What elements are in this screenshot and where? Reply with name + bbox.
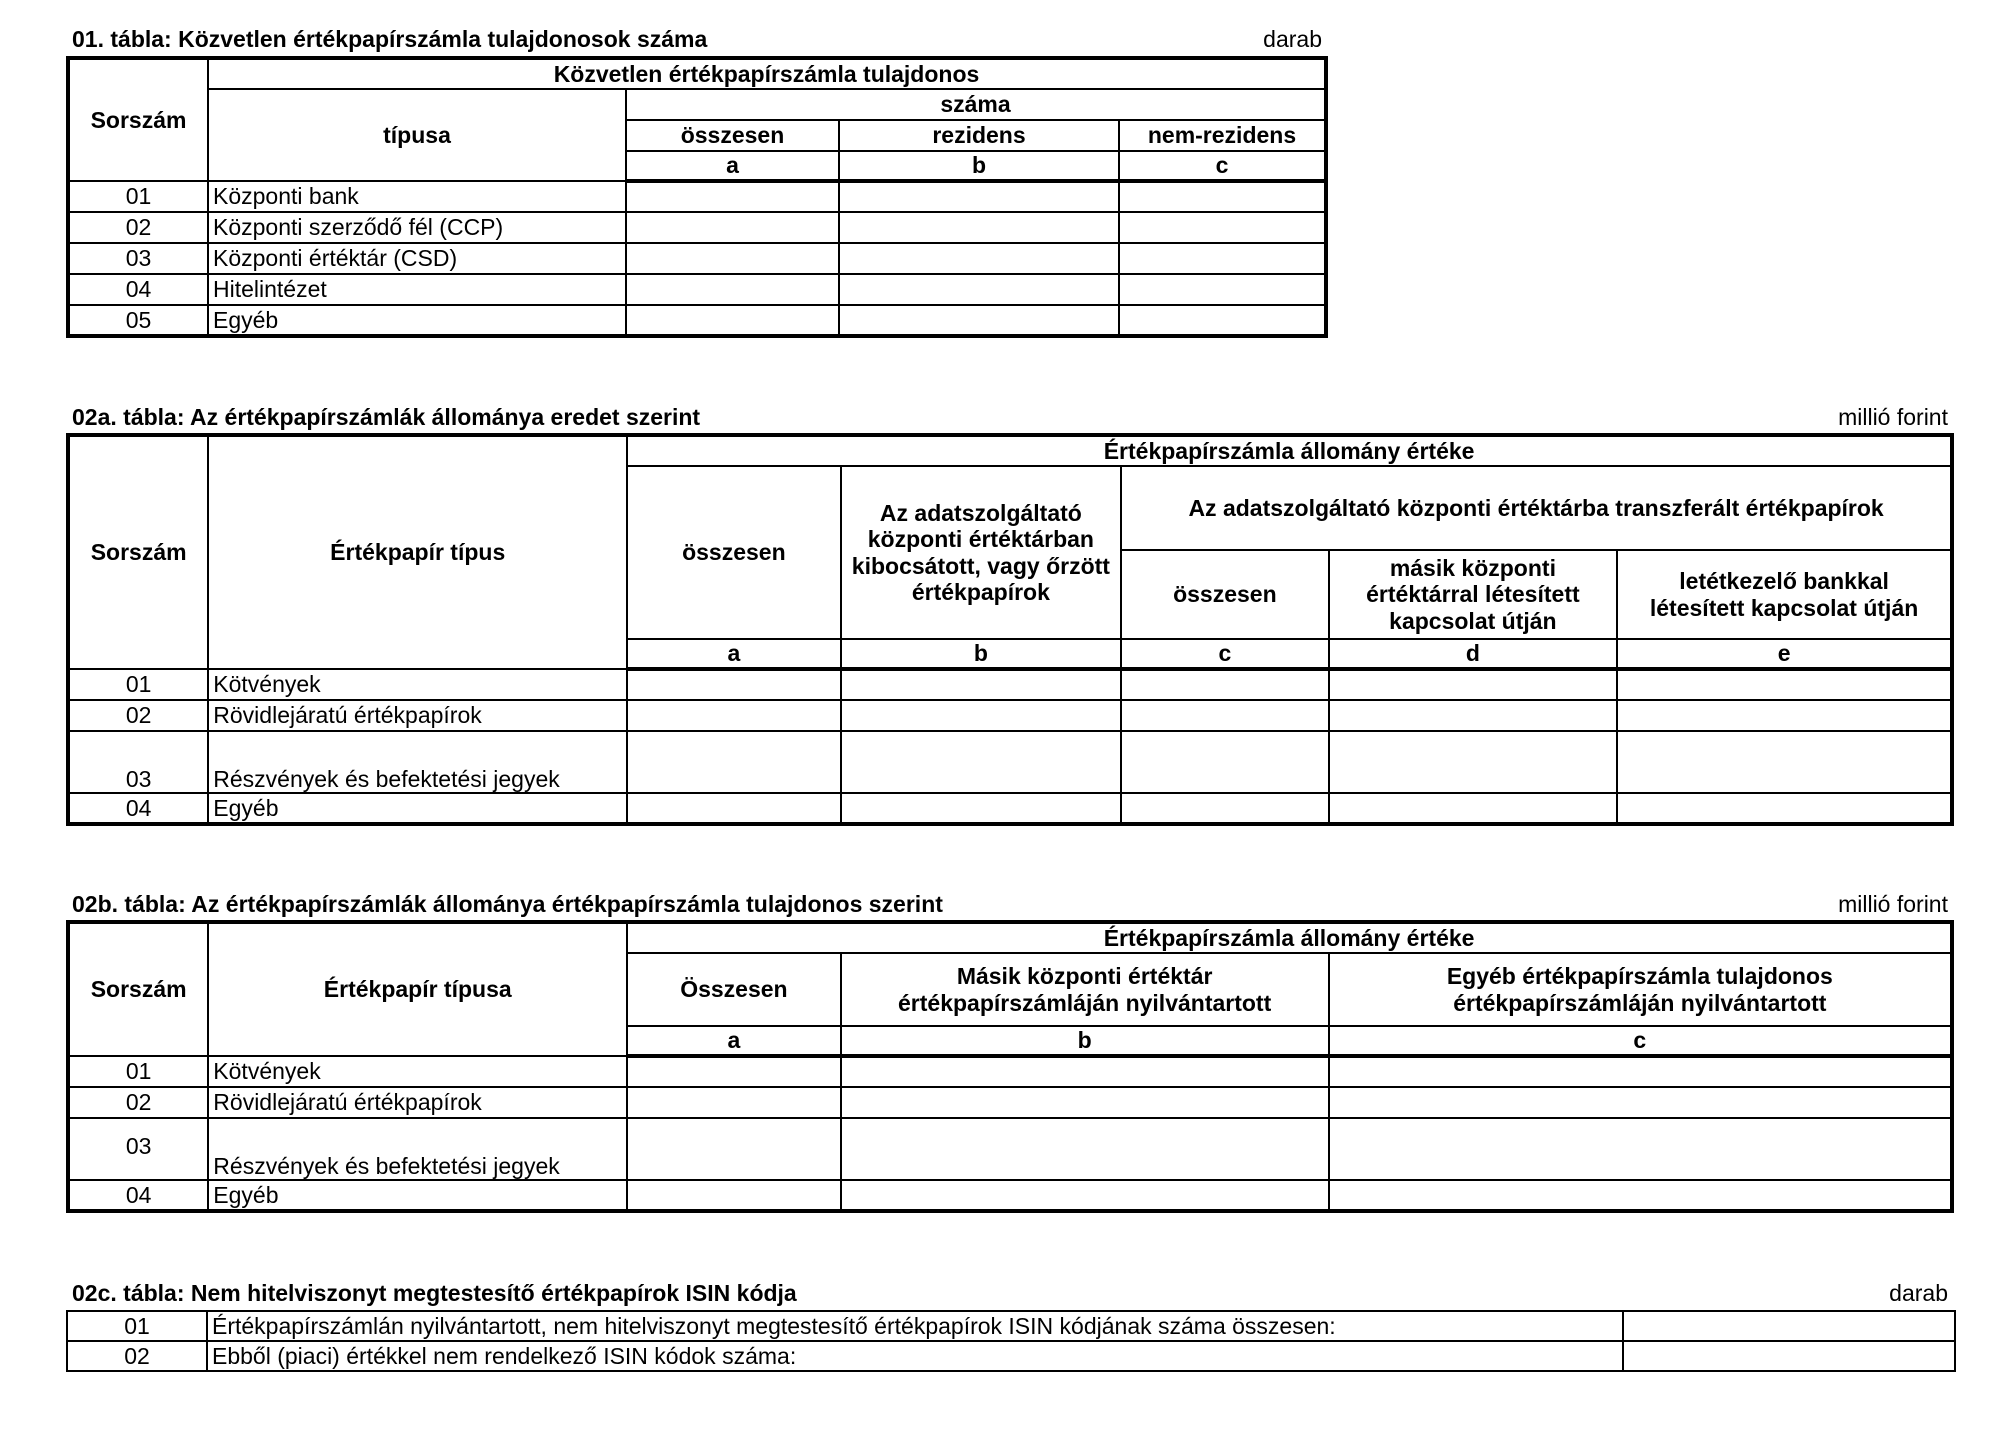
col-letter-e: e: [1617, 639, 1952, 669]
input-cell[interactable]: [841, 1118, 1329, 1180]
row-number: 03: [68, 731, 208, 793]
row-label: Kötvények: [208, 669, 627, 700]
input-cell[interactable]: [627, 1056, 840, 1087]
row-label: Részvények és befektetési jegyek: [208, 1118, 627, 1180]
input-cell[interactable]: [1329, 793, 1618, 824]
input-cell[interactable]: [626, 181, 839, 212]
input-cell[interactable]: [627, 793, 840, 824]
input-cell[interactable]: [1623, 1341, 1955, 1371]
input-cell[interactable]: [1119, 212, 1326, 243]
table-row: [68, 669, 1952, 700]
col-letter-b: b: [841, 639, 1122, 669]
input-cell[interactable]: [841, 1056, 1329, 1087]
col-letter-a: a: [627, 639, 840, 669]
table-01-unit: darab: [1263, 26, 1322, 52]
col-header-tipusa: típusa: [208, 89, 626, 181]
col-header-sorszam: Sorszám: [68, 58, 208, 181]
input-cell[interactable]: [627, 731, 840, 793]
row-label: Központi értéktár (CSD): [208, 243, 626, 274]
col-header-group: Értékpapírszámla állomány értéke: [627, 435, 1952, 466]
input-cell[interactable]: [627, 669, 840, 700]
input-cell[interactable]: [1329, 1087, 1952, 1118]
table-01: [66, 56, 1328, 338]
row-label: Értékpapírszámlán nyilvántartott, nem hitelviszonyt megtestesítő értékpapírok ISIN kódjának száma összesen:: [207, 1311, 1623, 1341]
input-cell[interactable]: [626, 212, 839, 243]
input-cell[interactable]: [626, 274, 839, 305]
table-02c-unit: darab: [1889, 1280, 1948, 1306]
row-number: 03: [68, 243, 208, 274]
table-02c: [66, 1310, 1956, 1372]
input-cell[interactable]: [1623, 1311, 1955, 1341]
input-cell[interactable]: [626, 243, 839, 274]
input-cell[interactable]: [1121, 669, 1328, 700]
row-number: 02: [68, 700, 208, 731]
input-cell[interactable]: [1119, 274, 1326, 305]
table-row: [68, 243, 1326, 274]
col-letter-a: a: [627, 1026, 840, 1056]
input-cell[interactable]: [627, 700, 840, 731]
table-row: [68, 181, 1326, 212]
input-cell[interactable]: [841, 669, 1122, 700]
col-header-osszesen: összesen: [626, 120, 839, 151]
col-header-masik-kozponti: Másik központi értéktár értékpapírszámláján nyilvántartott: [841, 953, 1329, 1026]
row-label: Kötvények: [208, 1056, 627, 1087]
col-letter-d: d: [1329, 639, 1618, 669]
table-01-title: 01. tábla: Közvetlen értékpapírszámla tulajdonosok száma: [72, 26, 708, 52]
row-number: 05: [68, 305, 208, 336]
col-header-rezidens: rezidens: [839, 120, 1119, 151]
input-cell[interactable]: [627, 1180, 840, 1211]
table-row: [67, 1341, 1955, 1371]
col-letter-a: a: [626, 151, 839, 181]
row-number: 04: [68, 793, 208, 824]
col-header-szama: száma: [626, 89, 1326, 120]
row-label: Rövidlejáratú értékpapírok: [208, 700, 627, 731]
col-header-letetkezelo: letétkezelő bankkal létesített kapcsolat útján: [1617, 550, 1952, 639]
col-letter-b: b: [839, 151, 1119, 181]
row-label: Egyéb: [208, 1180, 627, 1211]
table-02b-unit: millió forint: [1838, 891, 1948, 917]
col-header-sorszam: Sorszám: [68, 922, 208, 1056]
col-letter-c: c: [1329, 1026, 1952, 1056]
table-row: [68, 700, 1952, 731]
table-row: [68, 305, 1326, 336]
input-cell[interactable]: [839, 305, 1119, 336]
col-header-masik-kozponti: másik központi értéktárral létesített kapcsolat útján: [1329, 550, 1618, 639]
table-02c-title: 02c. tábla: Nem hitelviszonyt megtestesítő értékpapírok ISIN kódja: [72, 1280, 797, 1306]
input-cell[interactable]: [1119, 305, 1326, 336]
input-cell[interactable]: [1329, 731, 1618, 793]
col-header-transzferalt: Az adatszolgáltató központi értéktárba transzferált értékpapírok: [1121, 466, 1952, 550]
col-letter-c: c: [1119, 151, 1326, 181]
table-row: [68, 793, 1952, 824]
table-02b-title: 02b. tábla: Az értékpapírszámlák állománya értékpapírszámla tulajdonos szerint: [72, 891, 943, 917]
col-header-sorszam: Sorszám: [68, 435, 208, 669]
row-number: 02: [68, 1087, 208, 1118]
col-letter-c: c: [1121, 639, 1328, 669]
input-cell[interactable]: [1329, 669, 1618, 700]
row-label: Központi szerződő fél (CCP): [208, 212, 626, 243]
input-cell[interactable]: [841, 731, 1122, 793]
table-row: [67, 1311, 1955, 1341]
row-number: 04: [68, 1180, 208, 1211]
col-header-tipusa: Értékpapír típusa: [208, 922, 627, 1056]
table-02b: [66, 920, 1954, 1213]
input-cell[interactable]: [1121, 731, 1328, 793]
input-cell[interactable]: [627, 1118, 840, 1180]
table-row: [68, 1180, 1952, 1211]
col-header-transfer-osszesen: összesen: [1121, 550, 1328, 639]
row-number: 01: [68, 181, 208, 212]
col-header-osszesen: Összesen: [627, 953, 840, 1026]
input-cell[interactable]: [841, 1087, 1329, 1118]
row-number: 02: [68, 212, 208, 243]
input-cell[interactable]: [1617, 700, 1952, 731]
input-cell[interactable]: [1617, 669, 1952, 700]
input-cell[interactable]: [841, 700, 1122, 731]
row-number: 04: [68, 274, 208, 305]
input-cell[interactable]: [839, 243, 1119, 274]
input-cell[interactable]: [839, 274, 1119, 305]
row-number: 02: [67, 1341, 207, 1371]
input-cell[interactable]: [1617, 731, 1952, 793]
input-cell[interactable]: [841, 1180, 1329, 1211]
table-row: [68, 274, 1326, 305]
table-02a-unit: millió forint: [1838, 404, 1948, 430]
input-cell[interactable]: [1329, 1180, 1952, 1211]
input-cell[interactable]: [1617, 793, 1952, 824]
table-row: [68, 1118, 1952, 1180]
input-cell[interactable]: [1121, 793, 1328, 824]
row-number: 01: [67, 1311, 207, 1341]
col-header-tipus: Értékpapír típus: [208, 435, 627, 669]
table-02a-title: 02a. tábla: Az értékpapírszámlák állománya eredet szerint: [72, 404, 701, 430]
row-label: Hitelintézet: [208, 274, 626, 305]
table-row: [68, 212, 1326, 243]
input-cell[interactable]: [1329, 1118, 1952, 1180]
row-number: 01: [68, 1056, 208, 1087]
input-cell[interactable]: [839, 212, 1119, 243]
row-label: Egyéb: [208, 305, 626, 336]
table-row: [68, 1056, 1952, 1087]
col-letter-b: b: [841, 1026, 1329, 1056]
input-cell[interactable]: [627, 1087, 840, 1118]
input-cell[interactable]: [1329, 700, 1618, 731]
col-header-group: Értékpapírszámla állomány értéke: [627, 922, 1952, 953]
row-label: Központi bank: [208, 181, 626, 212]
input-cell[interactable]: [1119, 243, 1326, 274]
row-label: Rövidlejáratú értékpapírok: [208, 1087, 627, 1118]
table-row: [68, 1087, 1952, 1118]
input-cell[interactable]: [1329, 1056, 1952, 1087]
col-header-nem-rezidens: nem-rezidens: [1119, 120, 1326, 151]
row-label: Egyéb: [208, 793, 627, 824]
col-header-group: Közvetlen értékpapírszámla tulajdonos: [208, 58, 1326, 89]
table-02a: [66, 433, 1954, 826]
col-header-osszesen: összesen: [627, 466, 840, 639]
input-cell[interactable]: [1119, 181, 1326, 212]
row-number: 03: [68, 1118, 208, 1180]
row-label: Részvények és befektetési jegyek: [208, 731, 627, 793]
input-cell[interactable]: [1121, 700, 1328, 731]
row-number: 01: [68, 669, 208, 700]
col-header-kibocsatott: Az adatszolgáltató központi értéktárban kibocsátott, vagy őrzött értékpapírok: [841, 466, 1122, 639]
col-header-egyeb-tulajdonos: Egyéb értékpapírszámla tulajdonos értékpapírszámláján nyilvántartott: [1329, 953, 1952, 1026]
input-cell[interactable]: [626, 305, 839, 336]
input-cell[interactable]: [841, 793, 1122, 824]
input-cell[interactable]: [839, 181, 1119, 212]
table-row: [68, 731, 1952, 793]
row-label: Ebből (piaci) értékkel nem rendelkező ISIN kódok száma:: [207, 1341, 1623, 1371]
